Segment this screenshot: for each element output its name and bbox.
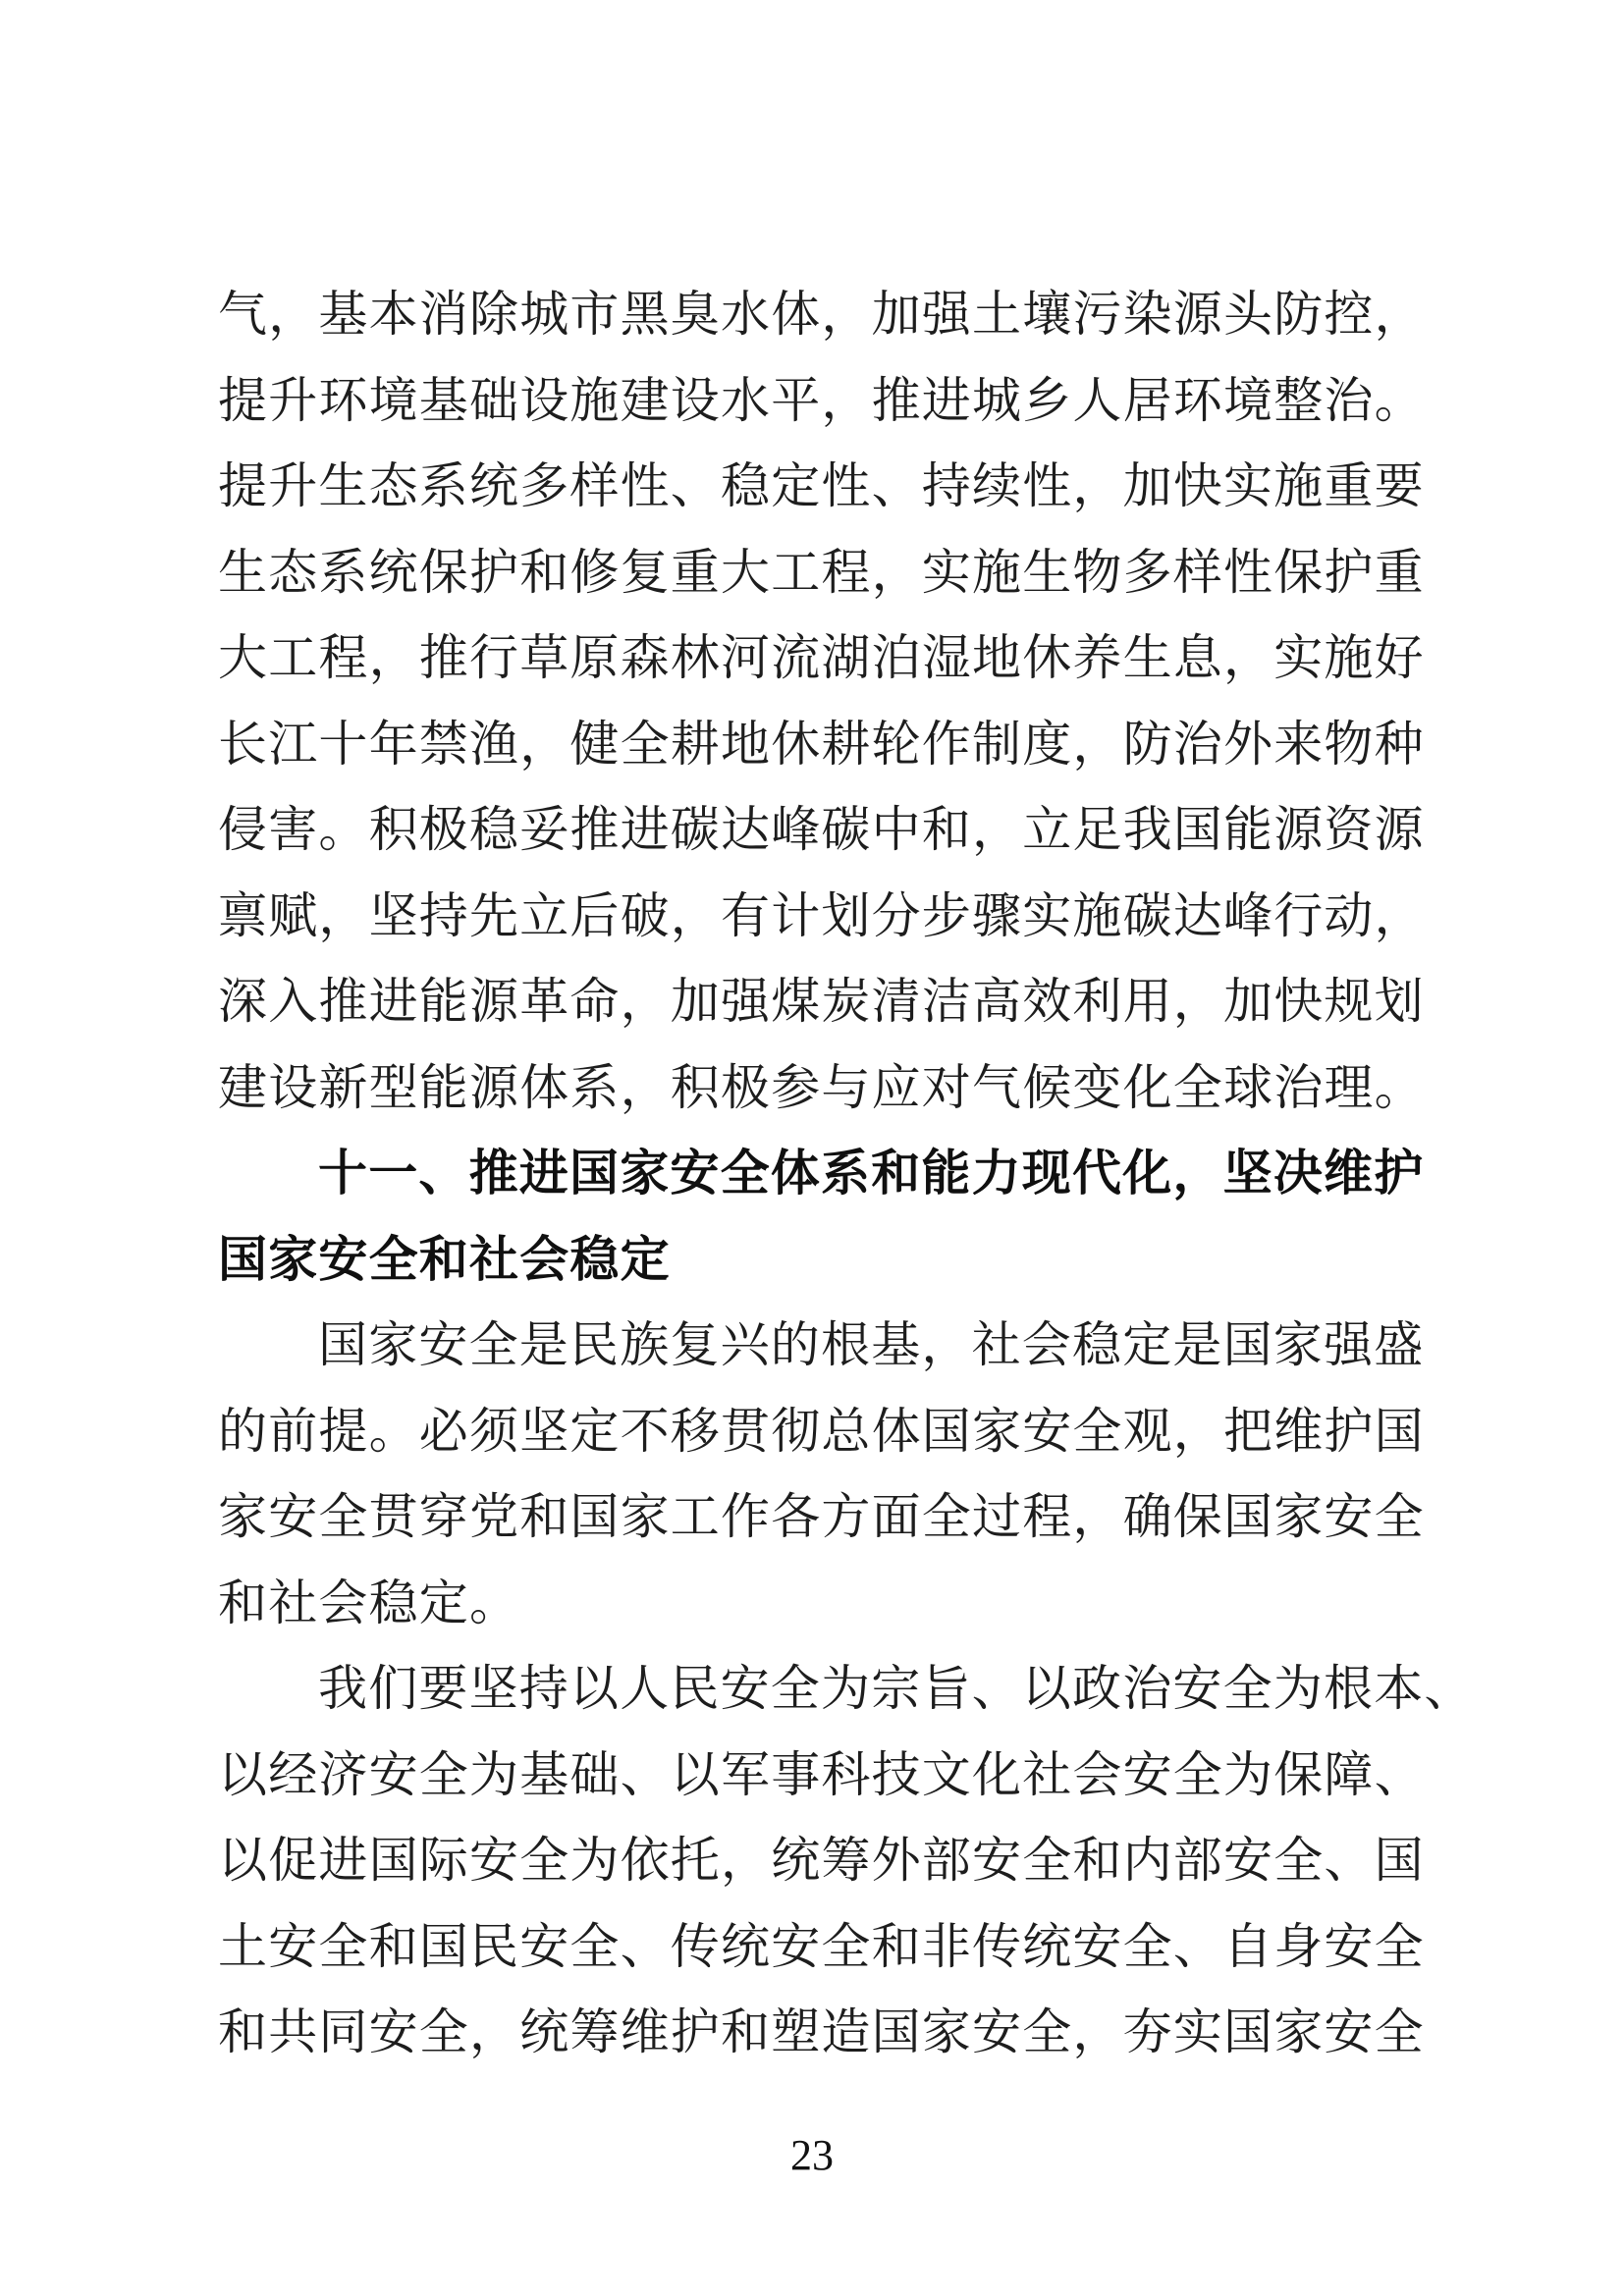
text-line: 气，基本消除城市黑臭水体，加强土壤污染源头防控， xyxy=(218,286,1425,343)
heading-line: 国家安全和社会稳定 xyxy=(218,1230,671,1288)
text-line: 国家安全是民族复兴的根基，社会稳定是国家强盛 xyxy=(318,1316,1425,1373)
text-block xyxy=(218,272,1475,2076)
heading-line: 十一、推进国家安全体系和能力现代化，坚决维护 xyxy=(318,1145,1425,1201)
section-heading xyxy=(218,1131,1428,1303)
page-number: 23 xyxy=(790,2131,834,2179)
paragraph xyxy=(218,272,1428,1131)
text-line: 生态系统保护和修复重大工程，实施生物多样性保护重 xyxy=(218,543,1425,601)
text-line: 和社会稳定。 xyxy=(218,1574,520,1631)
text-line: 长江十年禁渔，健全耕地休耕轮作制度，防治外来物种 xyxy=(218,715,1425,773)
text-line: 家安全贯穿党和国家工作各方面全过程，确保国家安全 xyxy=(218,1488,1425,1545)
paragraph xyxy=(218,1646,1475,2076)
text-line: 土安全和国民安全、传统安全和非传统安全、自身安全 xyxy=(218,1917,1425,1975)
paragraph xyxy=(218,1303,1428,1646)
text-line: 侵害。积极稳妥推进碳达峰碳中和，立足我国能源资源 xyxy=(218,801,1425,858)
text-line: 提升生态系统多样性、稳定性、持续性，加快实施重要 xyxy=(218,457,1425,514)
text-line: 以促进国际安全为依托，统筹外部安全和内部安全、国 xyxy=(218,1832,1425,1889)
text-line: 建设新型能源体系，积极参与应对气候变化全球治理。 xyxy=(218,1058,1425,1116)
text-line: 的前提。必须坚定不移贯彻总体国家安全观，把维护国 xyxy=(218,1402,1425,1460)
text-line: 和共同安全，统筹维护和塑造国家安全，夯实国家安全 xyxy=(218,2003,1425,2060)
text-line: 深入推进能源革命，加强煤炭清洁高效利用，加快规划 xyxy=(218,973,1425,1030)
text-line: 提升环境基础设施建设水平，推进城乡人居环境整治。 xyxy=(218,371,1425,429)
text-line: 禀赋，坚持先立后破，有计划分步骤实施碳达峰行动， xyxy=(218,886,1425,944)
text-line: 我们要坚持以人民安全为宗旨、以政治安全为根本、 xyxy=(318,1660,1475,1717)
text-line: 大工程，推行草原森林河流湖泊湿地休养生息，实施好 xyxy=(218,629,1425,686)
text-line: 以经济安全为基础、以军事科技文化社会安全为保障、 xyxy=(218,1745,1425,1803)
